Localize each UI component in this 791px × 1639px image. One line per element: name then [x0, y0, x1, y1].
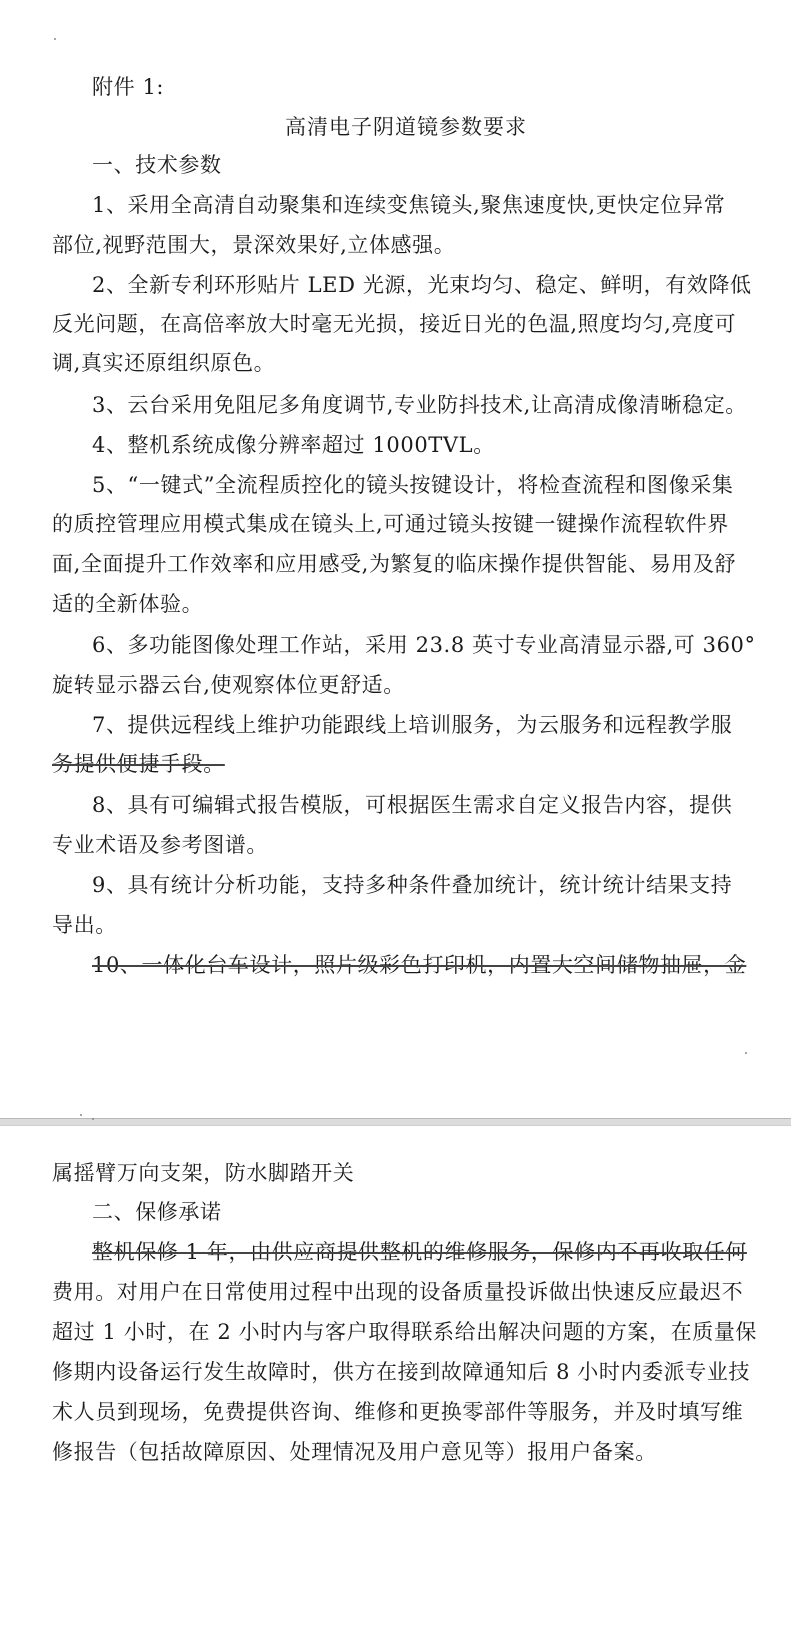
item-1-line-1: 1、采用全高清自动聚集和连续变焦镜头,聚焦速度快,更快定位异常: [92, 193, 726, 217]
item-4-line-1: 4、整机系统成像分辨率超过 1000TVL。: [92, 433, 495, 457]
scan-speck: [745, 1052, 747, 1054]
scan-speck: [92, 1118, 94, 1120]
item-7-line-2: 务提供便捷手段。: [52, 752, 225, 776]
attachment-label: 附件 1:: [92, 75, 165, 99]
warranty-line-6: 修报告（包括故障原因、处理情况及用户意见等）报用户备案。: [52, 1440, 657, 1464]
warranty-line-5: 术人员到现场，免费提供咨询、维修和更换零部件等服务，并及时填写维: [52, 1400, 744, 1424]
item-6-line-1: 6、多功能图像处理工作站，采用 23.8 英寸专业高清显示器,可 360°: [92, 633, 756, 657]
section-2-heading: 二、保修承诺: [92, 1200, 222, 1224]
item-5-line-3: 面,全面提升工作效率和应用感受,为繁复的临床操作提供智能、易用及舒: [52, 552, 737, 576]
item-5-line-1: 5、“一键式”全流程质控化的镜头按键设计，将检查流程和图像采集: [92, 473, 734, 497]
scan-speck: [54, 38, 56, 40]
item-8-line-2: 专业术语及参考图谱。: [52, 833, 268, 857]
item-9-line-2: 导出。: [52, 913, 117, 937]
item-10-line-1: 10、一体化台车设计，照片级彩色打印机，内置大空间储物抽屉，金: [92, 953, 747, 977]
item-10-continuation: 属摇臂万向支架，防水脚踏开关: [52, 1161, 355, 1185]
document-title: 高清电子阴道镜参数要求: [285, 115, 527, 139]
item-1-line-2: 部位,视野范围大，景深效果好,立体感强。: [52, 233, 456, 257]
document-page-2: [0, 1126, 791, 1639]
section-1-heading: 一、技术参数: [92, 153, 222, 177]
item-5-line-4: 适的全新体验。: [52, 592, 204, 616]
warranty-line-2: 费用。对用户在日常使用过程中出现的设备质量投诉做出快速反应最迟不: [52, 1280, 744, 1304]
warranty-line-4: 修期内设备运行发生故障时，供方在接到故障通知后 8 小时内委派专业技: [52, 1360, 751, 1384]
item-6-line-2: 旋转显示器云台,使观察体位更舒适。: [52, 673, 405, 697]
item-2-line-1: 2、全新专利环形贴片 LED 光源，光束均匀、稳定、鲜明，有效降低: [92, 273, 752, 297]
item-5-line-2: 的质控管理应用模式集成在镜头上,可通过镜头按键一键操作流程软件界: [52, 512, 729, 536]
item-7-line-1: 7、提供远程线上维护功能跟线上培训服务，为云服务和远程教学服: [92, 713, 733, 737]
page-separator: [0, 1118, 791, 1126]
item-9-line-1: 9、具有统计分析功能，支持多种条件叠加统计，统计统计结果支持: [92, 873, 733, 897]
item-3-line-1: 3、云台采用免阻尼多角度调节,专业防抖技术,让高清成像清晰稳定。: [92, 393, 747, 417]
warranty-line-3: 超过 1 小时，在 2 小时内与客户取得联系给出解决问题的方案，在质量保: [52, 1320, 758, 1344]
item-8-line-1: 8、具有可编辑式报告模版，可根据医生需求自定义报告内容，提供: [92, 793, 733, 817]
item-2-line-2: 反光问题，在高倍率放大时毫无光损，接近日光的色温,照度均匀,亮度可: [52, 312, 737, 336]
scan-speck: [80, 1114, 82, 1116]
item-2-line-3: 调,真实还原组织原色。: [52, 351, 276, 375]
warranty-line-1: 整机保修 1 年，由供应商提供整机的维修服务，保修内不再收取任何: [92, 1240, 747, 1264]
